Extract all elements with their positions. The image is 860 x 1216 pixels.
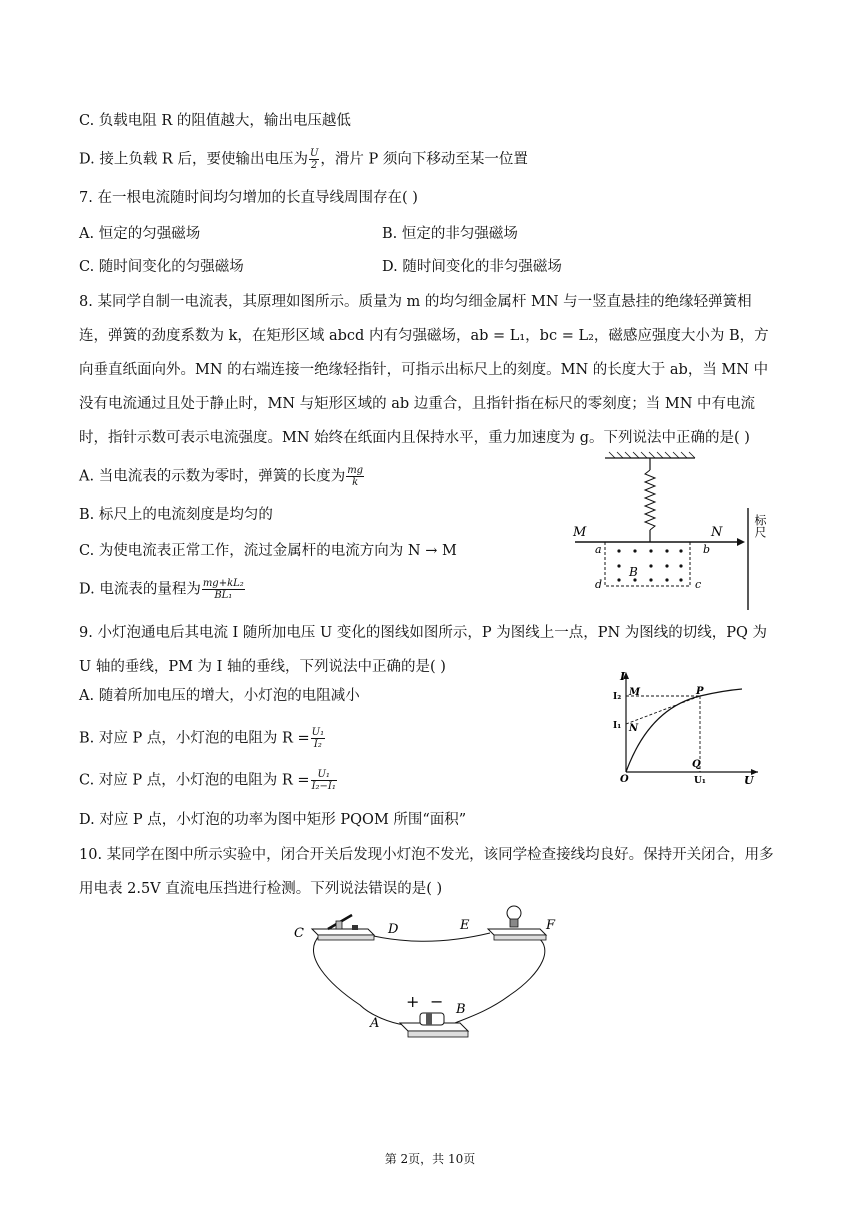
label-q: Q: [692, 759, 701, 770]
axis-u: U: [744, 774, 754, 787]
q9-option-c: C. 对应 P 点，小灯泡的电阻为 R = $\frac{\text{U₁}}{\text{I₂−I₁}}$: [79, 769, 336, 792]
label-ruler: 标尺: [753, 514, 767, 538]
switch[interactable]: [312, 915, 374, 940]
q8-stem: 8. 某同学自制一电流表，其原理如图所示。质量为 m 的均匀细金属杆 MN 与一竖直悬挂的绝缘轻弹簧相连，弹簧的劲度系数为 k，在矩形区域 abcd 内有匀强磁场，ab = L₁，bc = L₂，磁感应强度大小为 B，方向垂直纸面向外。MN 的右端连接一绝缘轻指针，可指示出标尺上的刻度。MN 的长度大于 ab，当 MN 中没有电流通过且处于静止时，MN 与矩形区域的 ab 边重合，且指针指在标尺的零刻度；当 MN 中有电流时，指针示数可表示电流强度。MN 始终在纸面内且保持水平，重力加速度为 g。下列说法中正确的是( ): [79, 294, 769, 446]
fraction: $\frac{mg}{k}$: [347, 465, 364, 488]
fraction: $\frac{\text{mg+kL₂}}{\text{BL₁}}$: [202, 578, 244, 601]
wire-top: [360, 933, 490, 941]
q9-stem: 9. 小灯泡通电后其电流 I 随所加电压 U 变化的图线如图所示，P 为图线上一点，PN 为图线的切线，PQ 为 U 轴的垂线，PM 为 I 轴的垂线，下列说法中正确的是( ): [79, 625, 767, 675]
label-i2: I₂: [613, 692, 622, 702]
label-p: P: [696, 686, 704, 697]
label-b: b: [703, 543, 711, 556]
q7-option-b: B. 恒定的非匀强磁场: [382, 226, 518, 242]
fraction: $\frac{\text{U₁}}{\text{I₂−I₁}}$: [311, 769, 336, 792]
fraction: $\frac{U}{2}$: [309, 148, 319, 171]
label-b-field: B: [629, 565, 638, 579]
q7-option-d: D. 随时间变化的非匀强磁场: [382, 259, 562, 275]
label-minus: −: [430, 992, 444, 1011]
label-d: D: [388, 922, 399, 937]
label-a: A: [370, 1016, 380, 1031]
label-m: M: [629, 687, 641, 698]
label-m: M: [573, 525, 587, 540]
label-plus: +: [406, 992, 420, 1011]
q8-option-c: C. 为使电流表正常工作，流过金属杆的电流方向为 N → M: [79, 543, 457, 559]
q7-stem: 7. 在一根电流随时间均匀增加的长直导线周围存在( ): [79, 190, 418, 206]
label-n: N: [629, 723, 639, 734]
fraction: $\frac{\text{U₁}}{\text{I₂}}$: [311, 727, 325, 750]
label-b: B: [456, 1002, 466, 1017]
axis-i: I: [620, 670, 626, 683]
q7-option-c: C. 随时间变化的匀强磁场: [79, 259, 244, 275]
label-f: F: [546, 918, 556, 933]
bulb: [488, 906, 546, 940]
iu-curve: [626, 689, 742, 772]
q6-option-d: D. 接上负载 R 后，要使输出电压为 $\frac{U}{2}$ ，滑片 P 须向下移动至某一位置: [79, 148, 528, 171]
label-o: O: [620, 774, 629, 785]
q10-stem: 10. 某同学在图中所示实验中，闭合开关后发现小灯泡不发光，该同学检查接线均良好。保持开关闭合，用多用电表 2.5V 直流电压挡进行检测。下列说法错误的是( ): [79, 847, 774, 897]
q6-option-c: C. 负载电阻 R 的阻值越大，输出电压越低: [79, 113, 351, 129]
q8-option-a: A. 当电流表的示数为零时，弹簧的长度为 $\frac{mg}{k}$: [79, 465, 364, 488]
label-c: c: [695, 578, 702, 591]
page-footer: 第 2页，共 10页: [384, 1152, 476, 1166]
q8-option-d: D. 电流表的量程为 $\frac{\text{mg+kL₂}}{\text{BL₁}}$: [79, 578, 244, 601]
label-e: E: [460, 918, 470, 933]
q8-current-meter-figure: [565, 450, 785, 615]
q10-circuit-figure: [290, 905, 570, 1045]
q9-iu-graph-figure: [612, 668, 762, 788]
q7-option-a: A. 恒定的匀强磁场: [79, 226, 201, 242]
label-i1: I₁: [613, 721, 622, 731]
label-a: a: [595, 543, 602, 556]
q8-option-b: B. 标尺上的电流刻度是均匀的: [79, 507, 273, 523]
tangent-pn: [626, 696, 700, 724]
q9-option-a: A. 随着所加电压的增大，小灯泡的电阻减小: [79, 688, 360, 704]
label-c: C: [294, 926, 304, 941]
wire-left: [314, 935, 405, 1025]
label-d: d: [595, 578, 603, 591]
spring: [645, 470, 655, 530]
label-n: N: [711, 525, 723, 540]
label-u1: U₁: [694, 776, 706, 786]
q9-option-d: D. 对应 P 点，小灯泡的功率为图中矩形 PQOM 所围“面积”: [79, 812, 467, 828]
wire-right: [455, 933, 545, 1023]
q9-option-b: B. 对应 P 点，小灯泡的电阻为 R = $\frac{\text{U₁}}{\text{I₂}}$: [79, 727, 325, 750]
